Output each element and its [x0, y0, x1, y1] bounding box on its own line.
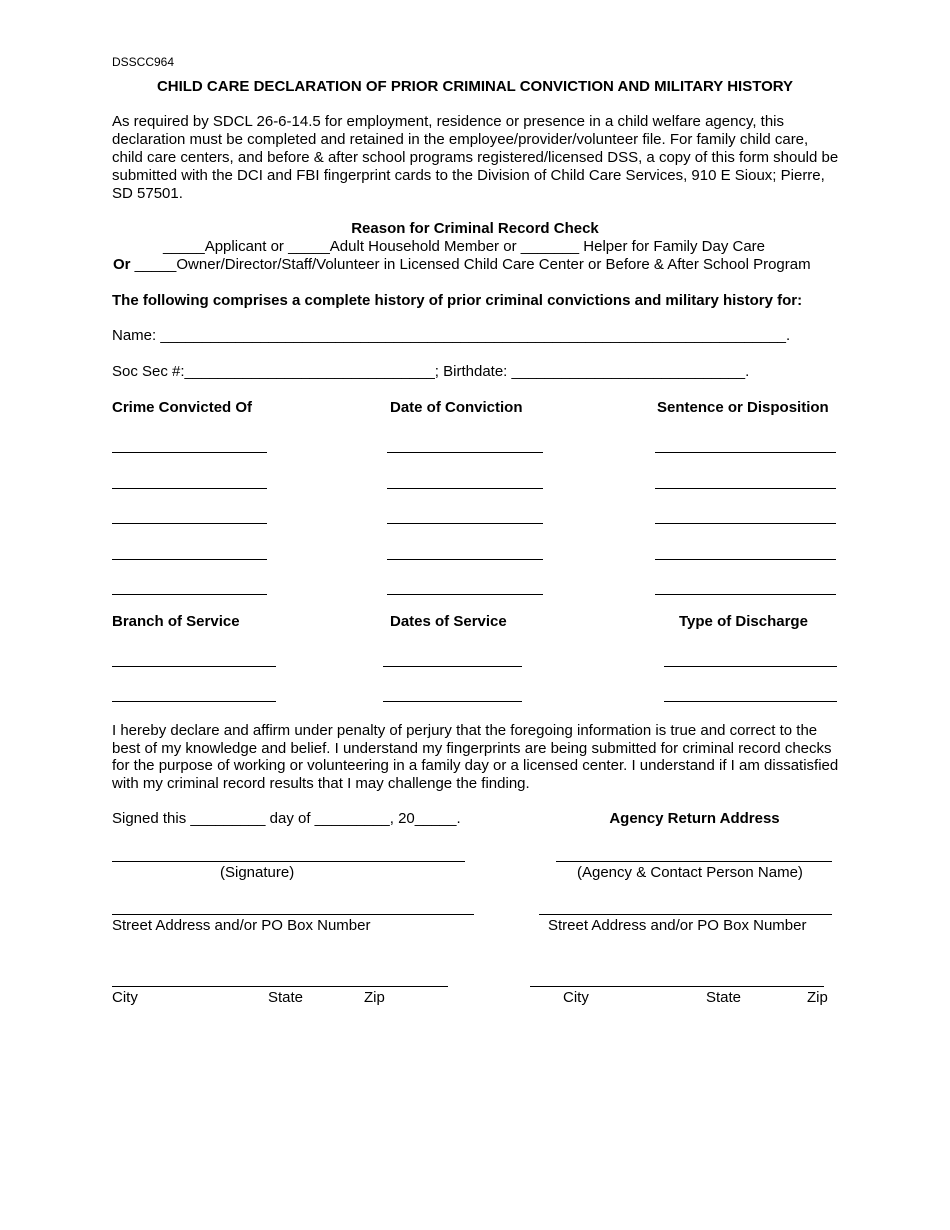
sentence-column-header: Sentence or Disposition [657, 399, 829, 416]
signature-field[interactable] [112, 861, 465, 862]
crime-field[interactable] [112, 594, 267, 595]
branch-field[interactable] [112, 666, 276, 667]
sentence-field[interactable] [655, 488, 836, 489]
intro-paragraph: As required by SDCL 26-6-14.5 for employment, residence or presence in a child welfare agency, this declaration must be completed and retained in the employee/provider/volunteer file. For family child care, child care centers, and before & after school programs registered/licensed DSS, a copy of this form should be submitted with the DCI and FBI fingerprint cards to the Division of Child Care Services, 910 E Sioux; Pierre, SD 57501. [112, 113, 839, 202]
discharge-field[interactable] [664, 701, 837, 702]
discharge-field[interactable] [664, 666, 837, 667]
agency-state-caption: State [706, 989, 742, 1006]
form-code: DSSCC964 [112, 55, 175, 69]
sentence-field[interactable] [655, 452, 836, 453]
agency-name-field[interactable] [556, 861, 832, 862]
sentence-field[interactable] [655, 523, 836, 524]
ssn-birthdate-field[interactable]: Soc Sec #:______________________________; Birthdate: ____________________________. [112, 363, 750, 380]
conviction-date-field[interactable] [387, 452, 543, 453]
city-caption: City [112, 989, 138, 1006]
conviction-date-field[interactable] [387, 523, 543, 524]
crime-field[interactable] [112, 559, 267, 560]
reason-heading: Reason for Criminal Record Check [351, 220, 599, 237]
declaration-paragraph: I hereby declare and affirm under penalty of perjury that the foregoing information is true and correct to the best of my knowledge and belief. I understand my fingerprints are being submitted for criminal record checks for the purpose of working or volunteering in a family day or a licensed center. I understand if I am dissatisfied with my criminal record results that I may challenge the finding. [112, 722, 839, 792]
zip-caption: Zip [364, 989, 385, 1006]
city-state-zip-field[interactable] [112, 986, 448, 987]
agency-street-address-field[interactable] [539, 914, 832, 915]
agency-zip-caption: Zip [807, 989, 828, 1006]
state-caption: State [268, 989, 304, 1006]
conviction-date-field[interactable] [387, 559, 543, 560]
sentence-field[interactable] [655, 594, 836, 595]
agency-street-address-caption: Street Address and/or PO Box Number [548, 917, 807, 934]
crime-field[interactable] [112, 488, 267, 489]
branch-column-header: Branch of Service [112, 613, 240, 630]
agency-city-caption: City [563, 989, 589, 1006]
signature-caption: (Signature) [220, 864, 295, 881]
service-dates-column-header: Dates of Service [390, 613, 507, 630]
service-dates-field[interactable] [383, 701, 522, 702]
form-title: CHILD CARE DECLARATION OF PRIOR CRIMINAL CONVICTION AND MILITARY HISTORY [156, 78, 794, 95]
agency-city-state-zip-field[interactable] [530, 986, 824, 987]
sentence-field[interactable] [655, 559, 836, 560]
conviction-date-field[interactable] [387, 488, 543, 489]
name-field[interactable]: Name: ___________________________________________________________________________. [112, 327, 791, 344]
crime-field[interactable] [112, 452, 267, 453]
crime-column-header: Crime Convicted Of [112, 399, 253, 416]
or-label: Or [113, 256, 131, 273]
history-heading: The following comprises a complete history of prior criminal convictions and military history for: [112, 292, 803, 309]
date-column-header: Date of Conviction [390, 399, 523, 416]
reason-options-line-1[interactable]: _____Applicant or _____Adult Household Member or _______ Helper for Family Day Care [163, 238, 766, 255]
agency-name-caption: (Agency & Contact Person Name) [577, 864, 803, 881]
reason-option-owner-director[interactable]: _____Owner/Director/Staff/Volunteer in Licensed Child Care Center or Before & After School Program [130, 256, 811, 273]
service-dates-field[interactable] [383, 666, 522, 667]
conviction-date-field[interactable] [387, 594, 543, 595]
reason-options-line-2[interactable] [113, 256, 811, 273]
signed-date-field[interactable]: Signed this _________ day of _________, 20_____. [112, 810, 461, 827]
discharge-column-header: Type of Discharge [679, 613, 808, 630]
street-address-caption: Street Address and/or PO Box Number [112, 917, 371, 934]
crime-field[interactable] [112, 523, 267, 524]
street-address-field[interactable] [112, 914, 474, 915]
agency-return-address-heading: Agency Return Address [609, 810, 780, 827]
branch-field[interactable] [112, 701, 276, 702]
